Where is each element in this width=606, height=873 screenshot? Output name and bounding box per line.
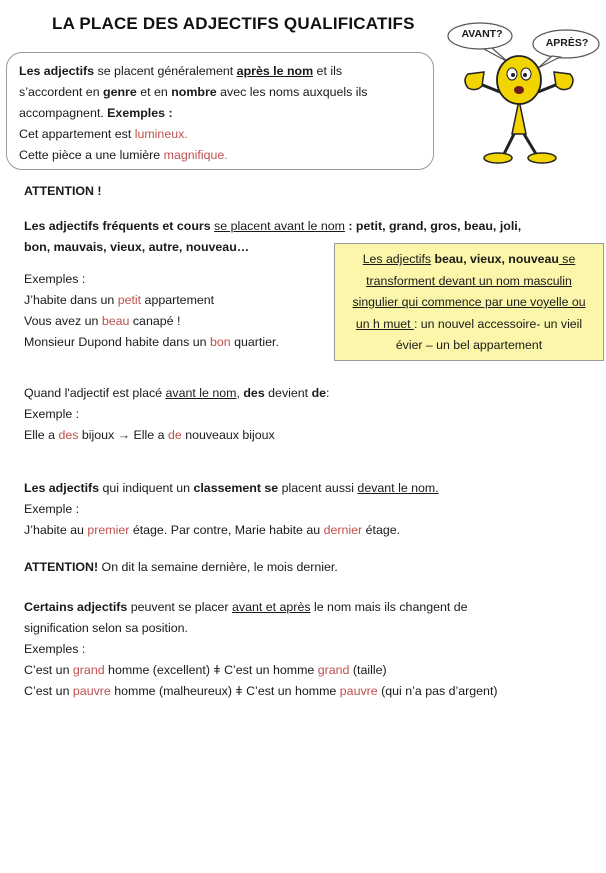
des-example-label: Exemple : (24, 407, 80, 421)
note-box (334, 243, 604, 361)
intro-line-3: accompagnent. Exemples : (19, 106, 173, 120)
intro-example-1: Cet appartement est lumineux. (19, 127, 188, 141)
note-line-3: singulier qui commence par une voyelle ou (352, 295, 586, 309)
certains-example-label: Exemples : (24, 642, 86, 656)
certains-line-1: Certains adjectifs peuvent se placer avant et après le nom mais ils changent de (24, 600, 468, 614)
note-line-1: Les adjectifs beau, vieux, nouveau se (362, 252, 576, 266)
example-beau: Vous avez un beau canapé ! (24, 314, 181, 328)
speech-bubble-right (533, 30, 599, 68)
intro-example-2: Cette pièce a une lumière magnifique. (19, 148, 228, 162)
bubble-apres-text: APRÈS? (545, 37, 589, 49)
example-petit: J’habite dans un petit appartement (24, 293, 215, 307)
intro-line-2: s’accordent en genre et en nombre avec les noms auxquels ils (19, 85, 368, 99)
note-line-4: un h muet : un nouvel accessoire- un vieil (355, 316, 583, 331)
example-bon: Monsieur Dupond habite dans un bon quartier. (24, 335, 279, 349)
classement-example: J’habite au premier étage. Par contre, Marie habite au dernier étage. (24, 523, 401, 537)
classement-example-label: Exemple : (24, 502, 80, 516)
classement-rule: Les adjectifs qui indiquent un classement se placent aussi devant le nom. (24, 481, 439, 495)
des-rule: Quand l'adjectif est placé avant le nom, des devient de: (24, 386, 330, 400)
example-pauvre: C’est un pauvre homme (malheureux) ǂ C’est un homme pauvre (qui n’a pas d’argent) (24, 684, 498, 698)
note-line-2: transforment devant un nom masculin (366, 273, 572, 288)
mascot-character (465, 56, 573, 163)
frequent-line-1: Les adjectifs fréquents et cours se placent avant le nom : petit, grand, gros, beau, joli, (24, 219, 522, 233)
example-grand: C’est un grand homme (excellent) ǂ C’est un homme grand (taille) (24, 663, 387, 677)
certains-line-2: signification selon sa position. (24, 621, 188, 635)
note-line-5: évier – un bel appartement (395, 338, 543, 352)
des-example: Elle a des bijoux → Elle a de nouveaux bijoux (24, 428, 275, 442)
page-title: LA PLACE DES ADJECTIFS QUALIFICATIFS (52, 14, 415, 33)
intro-rule-box (6, 52, 434, 170)
frequent-line-2: bon, mauvais, vieux, autre, nouveau… (24, 240, 250, 254)
intro-line-1: Les adjectifs se placent généralement après le nom et ils (19, 64, 343, 78)
examples-label-1: Exemples : (24, 272, 86, 286)
bubble-avant-text: AVANT? (461, 28, 503, 40)
attention-heading: ATTENTION ! (24, 184, 102, 198)
attention-dernier: ATTENTION! On dit la semaine dernière, le mois dernier. (24, 560, 338, 574)
